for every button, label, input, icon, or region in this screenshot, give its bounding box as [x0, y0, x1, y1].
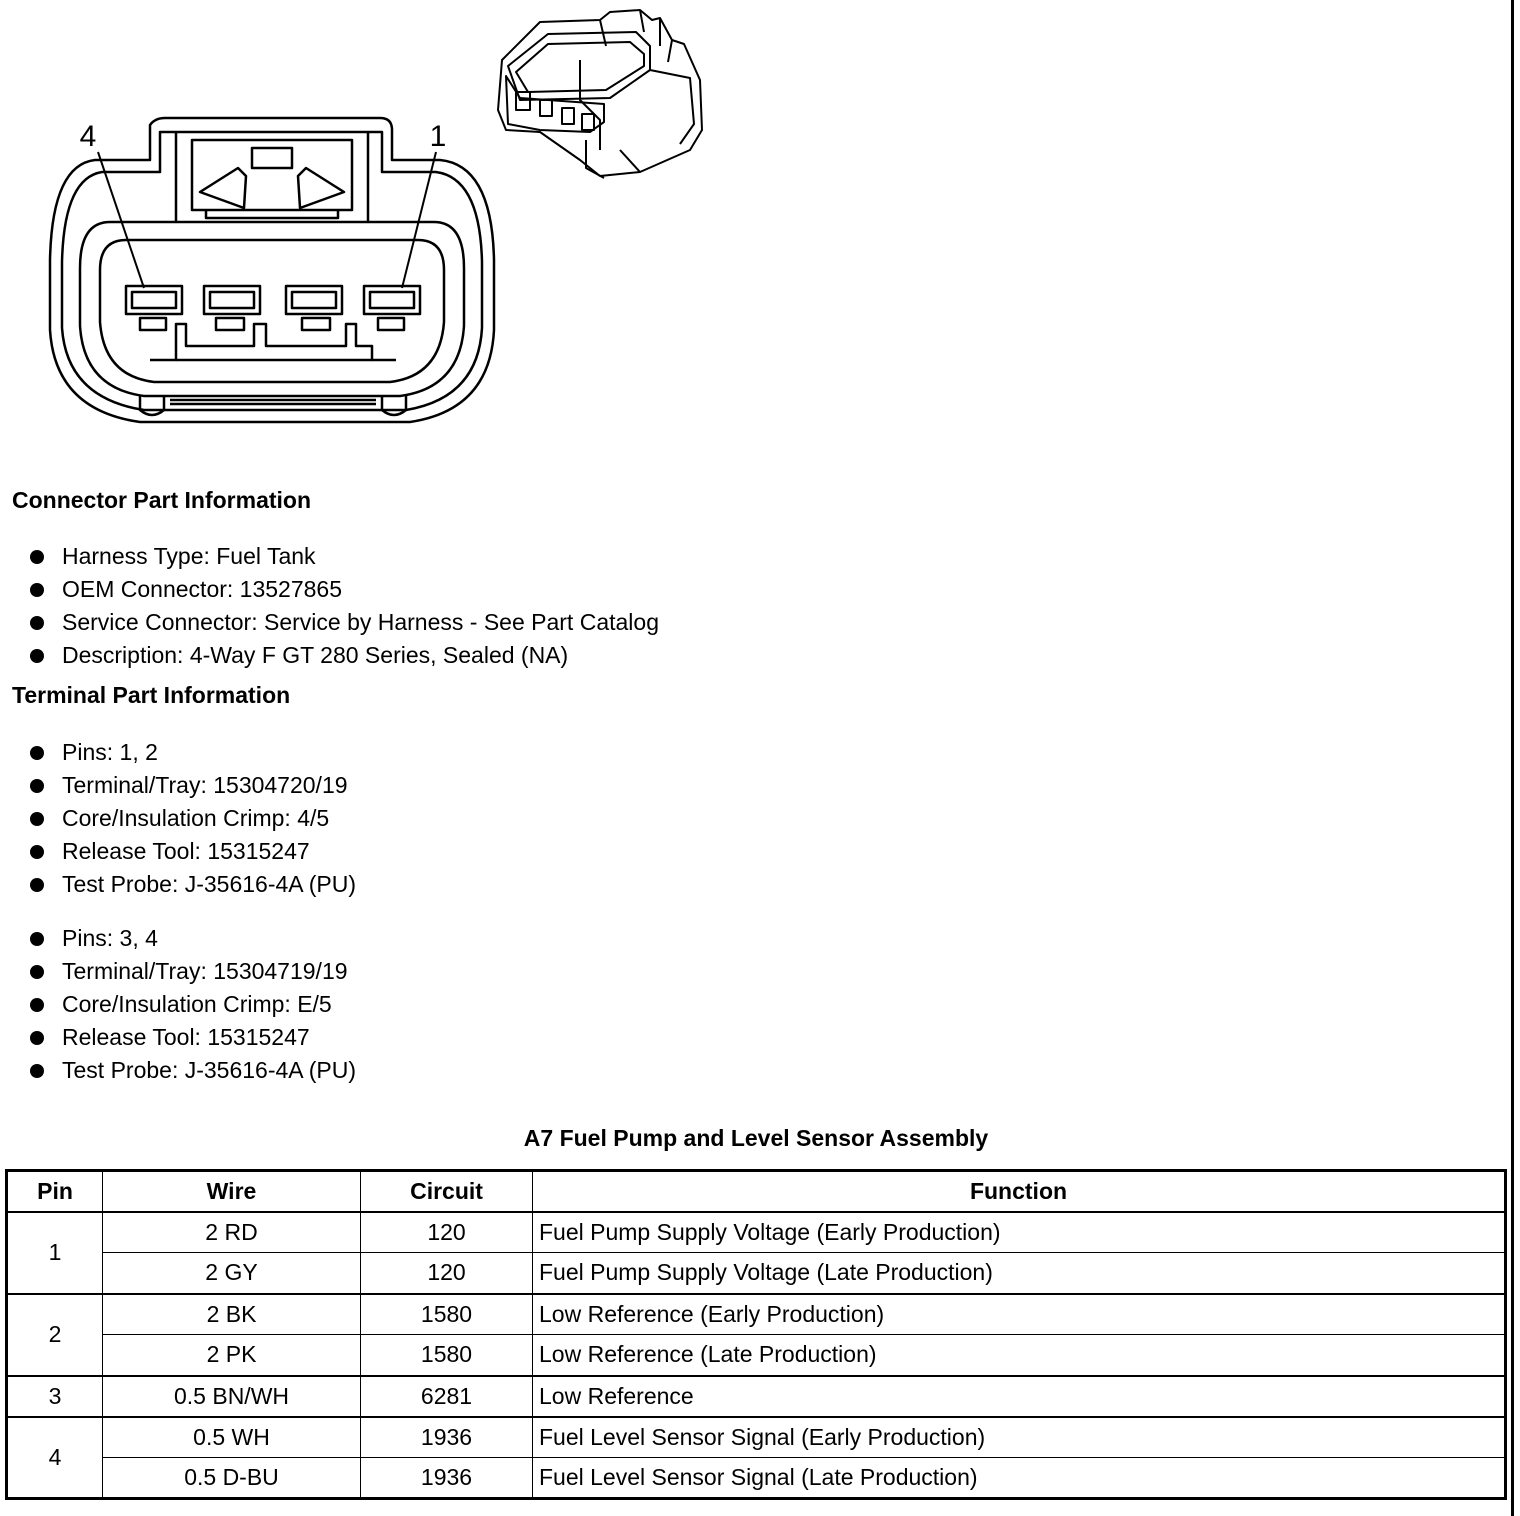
- pin-cell: 3: [7, 1376, 103, 1417]
- table-row: [7, 1458, 1506, 1499]
- latch-frame: [176, 132, 368, 222]
- cavity-4: [126, 286, 182, 314]
- list-item: OEM Connector: 13527865: [28, 573, 659, 606]
- wire-cell: 2 BK: [103, 1294, 361, 1335]
- table-row: [7, 1376, 1506, 1417]
- pin-label-1: 1: [429, 120, 447, 153]
- pin-cell: 2: [7, 1294, 103, 1376]
- circuit-cell: 1580: [361, 1294, 533, 1335]
- circuit-cell: 120: [361, 1253, 533, 1294]
- table-row: [7, 1253, 1506, 1294]
- connector-housing-inner: [62, 132, 482, 410]
- list-item: Release Tool: 15315247: [28, 835, 356, 868]
- wire-cell: 2 RD: [103, 1212, 361, 1253]
- list-item: Core/Insulation Crimp: E/5: [28, 988, 356, 1021]
- table-row: [7, 1212, 1506, 1253]
- header-pin: Pin: [7, 1171, 103, 1212]
- connector-3d-illustration: [498, 10, 702, 178]
- wire-cell: 0.5 WH: [103, 1417, 361, 1458]
- terminal-cavities: [126, 286, 420, 330]
- page-right-border: [1511, 0, 1514, 1516]
- pin-cell: 4: [7, 1417, 103, 1499]
- table-row: [7, 1417, 1506, 1458]
- circuit-cell: 1936: [361, 1417, 533, 1458]
- pinout-table: [5, 1169, 1507, 1500]
- circuit-cell: 1936: [361, 1458, 533, 1499]
- connector-face-diagram: [0, 0, 720, 440]
- list-item: Terminal/Tray: 15304720/19: [28, 769, 356, 802]
- connector-housing-outer: [50, 118, 494, 422]
- list-item: Release Tool: 15315247: [28, 1021, 356, 1054]
- connector-info-list: [28, 540, 659, 672]
- list-item: Service Connector: Service by Harness - See Part Catalog: [28, 606, 659, 639]
- list-item: Core/Insulation Crimp: 4/5: [28, 802, 356, 835]
- list-item: Terminal/Tray: 15304719/19: [28, 955, 356, 988]
- function-cell: Low Reference: [533, 1376, 1506, 1417]
- pin-label-4: 4: [79, 120, 97, 153]
- function-cell: Fuel Level Sensor Signal (Late Production): [533, 1458, 1506, 1499]
- connector-info-title: Connector Part Information: [12, 487, 312, 513]
- list-item: Pins: 3, 4: [28, 922, 356, 955]
- terminal-info-title: Terminal Part Information: [12, 682, 291, 708]
- cavity-1: [364, 286, 420, 314]
- cavity-2: [286, 286, 342, 314]
- header-function: Function: [533, 1171, 1506, 1212]
- cavity-3: [204, 286, 260, 314]
- table-header-row: [7, 1171, 1506, 1212]
- circuit-cell: 1580: [361, 1335, 533, 1376]
- wire-cell: 0.5 D-BU: [103, 1458, 361, 1499]
- list-item: Description: 4-Way F GT 280 Series, Sealed (NA): [28, 639, 659, 672]
- function-cell: Low Reference (Late Production): [533, 1335, 1506, 1376]
- list-item: Harness Type: Fuel Tank: [28, 540, 659, 573]
- table-caption: A7 Fuel Pump and Level Sensor Assembly: [523, 1125, 989, 1151]
- list-item: Pins: 1, 2: [28, 736, 356, 769]
- header-circuit: Circuit: [361, 1171, 533, 1212]
- function-cell: Fuel Pump Supply Voltage (Early Production): [533, 1212, 1506, 1253]
- circuit-cell: 6281: [361, 1376, 533, 1417]
- function-cell: Fuel Level Sensor Signal (Early Production): [533, 1417, 1506, 1458]
- list-item: Test Probe: J-35616-4A (PU): [28, 1054, 356, 1087]
- circuit-cell: 120: [361, 1212, 533, 1253]
- function-cell: Fuel Pump Supply Voltage (Late Production): [533, 1253, 1506, 1294]
- table-row: [7, 1294, 1506, 1335]
- wire-cell: 2 GY: [103, 1253, 361, 1294]
- wire-cell: 2 PK: [103, 1335, 361, 1376]
- wire-cell: 0.5 BN/WH: [103, 1376, 361, 1417]
- pin-cell: 1: [7, 1212, 103, 1294]
- table-row: [7, 1335, 1506, 1376]
- function-cell: Low Reference (Early Production): [533, 1294, 1506, 1335]
- header-wire: Wire: [103, 1171, 361, 1212]
- list-item: Test Probe: J-35616-4A (PU): [28, 868, 356, 901]
- terminal-info-group-1: [28, 736, 356, 901]
- terminal-info-group-2: [28, 922, 356, 1087]
